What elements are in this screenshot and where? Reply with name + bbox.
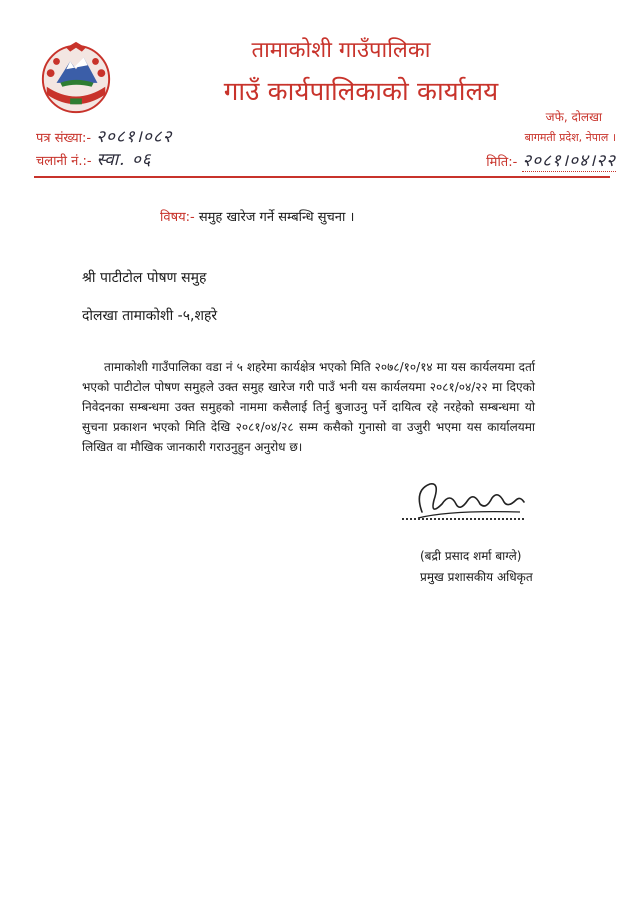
- recipient-name: श्री पाटीटोल पोषण समुह: [82, 270, 207, 286]
- reference-number-row: [36, 124, 173, 147]
- reference-number-value: २०८१।०८२: [96, 127, 173, 147]
- address-line-2: बागमती प्रदेश, नेपाल ।: [524, 131, 616, 144]
- subject-text: समुह खारेज गर्ने सम्बन्धि सुचना ।: [194, 210, 355, 225]
- office-subtitle: गाउँ कार्यपालिकाको कार्यालय: [223, 77, 499, 107]
- dispatch-number-label: चलानी नं.:-: [36, 154, 92, 169]
- handwritten-signature: [400, 470, 530, 530]
- address-line-1: जफे, दोलखा: [545, 110, 602, 124]
- date-row: [486, 148, 616, 172]
- office-name: तामाकोशी गाउँपालिका: [251, 38, 431, 63]
- signatory-name: (बद्री प्रसाद शर्मा बाग्ले): [420, 549, 522, 563]
- date-label: मिति:-: [486, 155, 518, 170]
- reference-number-label: पत्र संख्या:-: [36, 131, 92, 146]
- body-paragraph: तामाकोशी गाउँपालिका वडा नं ५ शहरेमा कार्यक्षेत्र भएको मिति २०७८/१०/१४ मा यस कार्यलयमा दर्ता भएको पाटीटोल पोषण समुहले उक्त समुह खारेज गरी पाउँ भनी यस कार्यलयमा २०८१/०४/२२ मा दिएको निवेदनका सम्बन्धमा उक्त समुहको नाममा कसैलाई तिर्नु बुजाउनु पर्ने दायित्व रहे नरहेको सम्बन्धमा यो सुचना प्रकाशन भएको मिति देखि २०८१/०४/२८ सम्म कसैको गुनासो वा उजुरी भएमा यस कार्यालयमा लिखित वा मौखिक जानकारी गराउनुहुन अनुरोध छ।: [82, 360, 535, 454]
- signatory-title: प्रमुख प्रशासकीय अधिकृत: [420, 570, 533, 584]
- recipient-address: दोलखा तामाकोशी -५,शहरे: [82, 308, 218, 324]
- dispatch-number-row: [36, 147, 152, 170]
- header-divider: [34, 176, 610, 178]
- signature-line: [402, 518, 524, 520]
- dispatch-number-value: स्वा. ०६: [96, 150, 152, 170]
- subject-label: विषय:-: [160, 210, 195, 225]
- date-value: २०८१।०४।२२: [522, 148, 616, 172]
- subject-line: [160, 207, 354, 225]
